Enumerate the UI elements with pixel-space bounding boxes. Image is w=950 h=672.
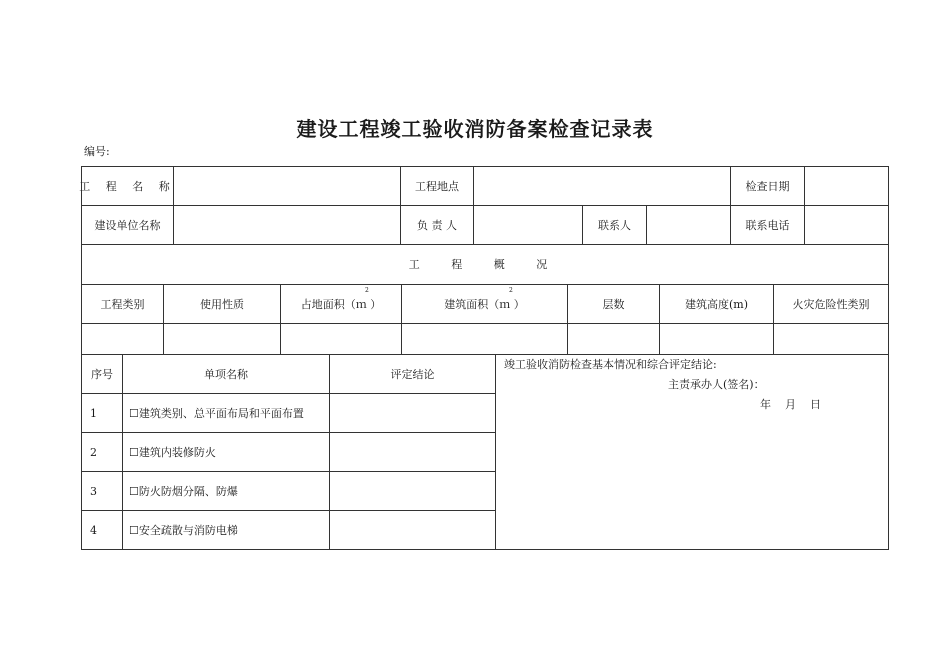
construction-unit-label: 建设单位名称	[81, 205, 174, 245]
inspection-date-label: 检查日期	[730, 166, 805, 206]
construction-unit-field[interactable]	[173, 205, 401, 245]
project-location-label: 工程地点	[400, 166, 474, 206]
item-name-header: 单项名称	[122, 354, 330, 394]
person-in-charge-field[interactable]	[473, 205, 583, 245]
item-seq: 2	[81, 432, 123, 472]
floors-header: 层数	[567, 284, 660, 324]
person-in-charge-label: 负 责 人	[400, 205, 474, 245]
item-result-field[interactable]	[329, 432, 496, 472]
building-area-field[interactable]	[401, 323, 568, 355]
use-nature-field[interactable]	[163, 323, 281, 355]
land-area-header	[280, 284, 402, 324]
item-result-field[interactable]	[329, 393, 496, 433]
serial-number-label: 编号:	[84, 145, 110, 158]
item-seq: 4	[81, 510, 123, 550]
land-area-field[interactable]	[280, 323, 402, 355]
fire-risk-category-field[interactable]	[773, 323, 889, 355]
project-name-label: 工 程 名 称	[81, 166, 174, 206]
building-height-header: 建筑高度(m)	[659, 284, 774, 324]
item-result-field[interactable]	[329, 510, 496, 550]
item-name[interactable]: ☐建筑类别、总平面布局和平面布置	[122, 393, 330, 433]
item-name[interactable]: ☐安全疏散与消防电梯	[122, 510, 330, 550]
conclusion-heading: 竣工验收消防检查基本情况和综合评定结论:	[504, 358, 717, 371]
item-name[interactable]: ☐建筑内装修防火	[122, 432, 330, 472]
result-header: 评定结论	[329, 354, 496, 394]
building-height-field[interactable]	[659, 323, 774, 355]
contact-person-label: 联系人	[582, 205, 647, 245]
item-result-field[interactable]	[329, 471, 496, 511]
phone-label: 联系电话	[730, 205, 805, 245]
project-name-field[interactable]	[173, 166, 401, 206]
overview-header: 工 程 概 况	[81, 244, 889, 285]
inspection-date-field[interactable]	[804, 166, 889, 206]
use-nature-header: 使用性质	[163, 284, 281, 324]
land-area-unit-superscript: 2	[365, 287, 369, 294]
item-seq: 3	[81, 471, 123, 511]
conclusion-box[interactable]	[495, 354, 889, 550]
contact-person-field[interactable]	[646, 205, 731, 245]
signer-label: 主责承办人(签名)：	[668, 378, 765, 391]
project-location-field[interactable]	[473, 166, 731, 206]
seq-header: 序号	[81, 354, 123, 394]
item-name[interactable]: ☐防火防烟分隔、防爆	[122, 471, 330, 511]
project-category-header: 工程类别	[81, 284, 164, 324]
item-seq: 1	[81, 393, 123, 433]
fire-risk-category-header: 火灾危险性类别	[773, 284, 889, 324]
form-title: 建设工程竣工验收消防备案检查记录表	[296, 117, 654, 141]
phone-field[interactable]	[804, 205, 889, 245]
building-area-unit-superscript: 2	[509, 287, 513, 294]
sign-date: 年 月 日	[760, 398, 821, 411]
building-area-label: 建筑面积（ｍ ）	[444, 297, 525, 311]
project-category-field[interactable]	[81, 323, 164, 355]
building-area-header	[401, 284, 568, 324]
land-area-label: 占地面积（ｍ ）	[300, 297, 382, 311]
floors-field[interactable]	[567, 323, 660, 355]
